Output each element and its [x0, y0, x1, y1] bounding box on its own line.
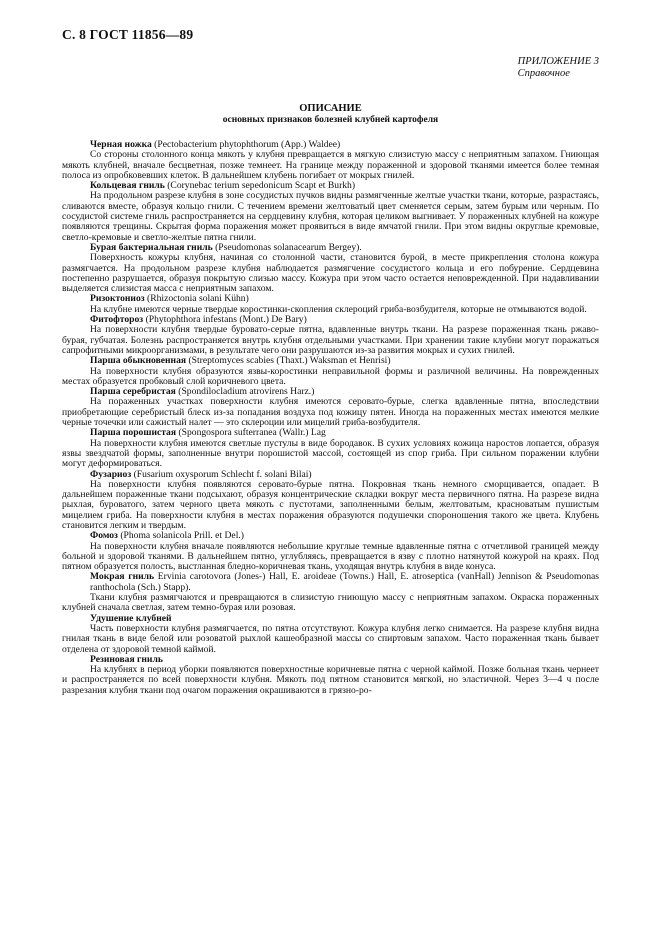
appendix-label-block — [518, 56, 599, 80]
section-paragraph: На поверхности клубня появляются серовато-бурые пятна. Покровная ткань немного сморщивается, опадает. В дальнейшем пораженные ткани подсыхают, образуя концентрические складки вокруг места первичного пятна. На разрезе видна рыхлая, буроватого, затем черного цвета мякоть с пустотами, заполненными белым, желтоватым, красноватым пушистым мицелием гриба. На поверхности клубня в местах поражения образуются подушечки спороношения такого же цвета. Клубень становится легким и твердым. — [62, 478, 599, 531]
section-latin-name: (Streptomyces scabies (Thaxt.) Waksman et Henrisi) — [186, 355, 391, 367]
section-name: Мокрая гниль — [90, 571, 155, 583]
section-latin-name: (Phoma solanicola Prill. et Del.) — [117, 530, 244, 542]
section-name: Черная ножка — [90, 139, 152, 150]
section-heading — [62, 572, 599, 593]
section-latin-name: (Phytophthora infestans (Mont.) De Bary) — [143, 314, 307, 326]
section-paragraph: На клубнях в период уборки появляются поверхностные коричневые пятна с черной каймой. Позже больная ткань чернеет и распространяется по всей поверхности клубня. Мякоть под пятном становится мягкой, но эластичной. Через 3—4 ч после разрезания клубня ткани под очагом поражения окрашиваются в грязно-ро- — [62, 664, 599, 696]
section-latin-name: (Fusarium oxysporum Schlecht f. solani Bilai) — [131, 468, 312, 480]
section-name: Резиновая гниль — [90, 653, 163, 665]
section-latin-name: (Rhizoctonia solani Kühn) — [144, 293, 249, 305]
section-paragraph: На пораженных участках поверхности клубня имеются серовато-бурые, слегка вдавленные пятна, впоследствии приобретающие серебристый блеск из-за попадания воздуха под кожицу пятен. Иногда на пораженных местах имеются мелкие черные точечки или сажистый налет — это склероции или мицелий гриба-возбудителя. — [62, 396, 599, 429]
appendix-note: Справочное — [517, 68, 570, 79]
title-main: ОПИСАНИЕ — [299, 103, 362, 114]
section-latin-name: (Pectobacterium phytophthorum (App.) Waldee) — [151, 139, 341, 150]
page-header: С. 8 ГОСТ 11856—89 — [62, 27, 194, 42]
section-paragraph: На продольном разрезе клубня в зоне сосудистых пучков видны размягченные желтые участки ткани, которые, разрастаясь, сливаются вместе, образуя кольцо гнили. С течением времени желтоватый цвет сменяется серым, затем бурым или черным. По сосудистой системе гниль распространяется на сердцевину клубня, которая целиком выгнивает. У пораженных клубней на кожуре появляются трещины. Скрытая форма поражения может проявиться в виде ямчатой гнили. При этом видны округлые кремовые, светло-кремовые и светло-желтые пятна гнили. — [62, 190, 599, 243]
section-paragraph: На поверхности клубня образуются язвы-коростинки неправильной формы и различной величины. На поврежденных местах образуется пробковый слой коричневого цвета. — [62, 365, 599, 387]
section-name: Удушение клубней — [90, 612, 172, 624]
section-latin-name: (Corynebac terium sepedonicum Scapt et Burkh) — [164, 180, 356, 192]
section-paragraph: Со стороны столонного конца мякоть у клубня превращается в мягкую слизистую массу с неприятным запахом. Гниющая мякоть клубней, вначале бесцветная, позже темнеет. На границе между пораженной и здоровой тканями имеется более темная полоса из опробковевших клеток. В дальнейшем клубень погибает от мокрых гнилей. — [62, 149, 599, 181]
section-heading — [62, 356, 599, 366]
section-latin-name: (Pseudomonas solanacearum Bergey). — [212, 241, 362, 253]
section-paragraph: На клубне имеются черные твердые коростинки-скопления склероций гриба-возбудителя, которые не отмываются водой. — [90, 303, 587, 315]
section-name: Парша порошистая — [90, 427, 177, 439]
section-name: Кольцевая гниль — [90, 180, 165, 192]
section-paragraph: На поверхности клубня имеются светлые пустулы в виде бородавок. В сухих условиях кожица наростов лопается, образуя язвы звездчатой формы, заполненные внутри порошистой массой, состоящей из спор гриба. При сильном поражении клубни могут деформироваться. — [62, 437, 599, 470]
document-body — [62, 140, 599, 696]
section-name: Фузариоз — [90, 468, 132, 480]
section-name: Фитофтороз — [90, 314, 144, 326]
section-name: Парша обыкновенная — [90, 355, 187, 367]
section-latin-name: (Spongospora sufterranea (Wallr.) Lag — [176, 427, 326, 439]
section-paragraph: Поверхность кожуры клубня, начиная со столонной части, становится бурой, в месте прикрепления столона кожура размягчается. На продольном разрезе клубня наблюдается размягчение сосудистого кольца и его побурение. Сердцевина постепенно разрушается, образуя покрытую слизью массу. Кожура при этом часто остается неповрежденной. При надавливании выделяется слизистая масса с неприятным запахом. — [62, 252, 599, 295]
title-subtitle: основных признаков болезней клубней картофеля — [222, 114, 439, 125]
section-name: Ризоктониоз — [90, 293, 145, 305]
section-paragraph: На поверхности клубня вначале появляются небольшие круглые темные вдавленные пятна с отчетливой границей между больной и здоровой тканями. В дальнейшем пятно, углубляясь, превращается в язву с плотно натянутой кожурой на краях. Под пятном образуется полость, выстланная бледно-коричневая ткань, уходящая внутрь клубня в виде конуса. — [62, 540, 599, 573]
section-latin-name: Ervinia carotovora (Jones-) Hall, E. aroideae (Towns.) Hall, E. atroseptica (vanHall) Jennison & Pseudomonas ranthochola (Sch.) Stapp). — [90, 571, 599, 593]
appendix-label: ПРИЛОЖЕНИЕ 3 — [517, 56, 599, 67]
document-title — [0, 103, 661, 126]
section-paragraph: Часть поверхности клубня размягчается, по пятна отсутствуют. Кожура клубня легко снимается. На разрезе клубня видна гнилая ткань в виде белой или розоватой рыхлой кашеобразной массы со спиртовым запахом. Часто пораженная ткань бывает отделена от здоровой темной каймой. — [62, 622, 599, 655]
section-name: Бурая бактериальная гниль — [90, 241, 213, 253]
section-paragraph: На поверхности клубня твердые буровато-серые пятна, вдавленные внутрь ткани. На разрезе пораженная ткань ржаво-бурая, губчатая. Болезнь распространяется внутрь клубня отдельными участками. При хранении такие клубни могут поражаться сапрофитными микроорганизмами, в результате чего они разрушаются из-за развития мокрых и сухих гнилей. — [62, 324, 599, 356]
section-latin-name: (Spondilocladium atrovirens Harz.) — [175, 386, 315, 398]
section-name: Парша серебристая — [90, 386, 176, 398]
section-paragraph: Ткани клубня размягчаются и превращаются в слизистую гниющую массу с неприятным запахом. Окраска пораженных клубней сначала светлая, затем темно-бурая или розовая. — [62, 592, 599, 614]
section-name: Фомоз — [90, 530, 118, 542]
